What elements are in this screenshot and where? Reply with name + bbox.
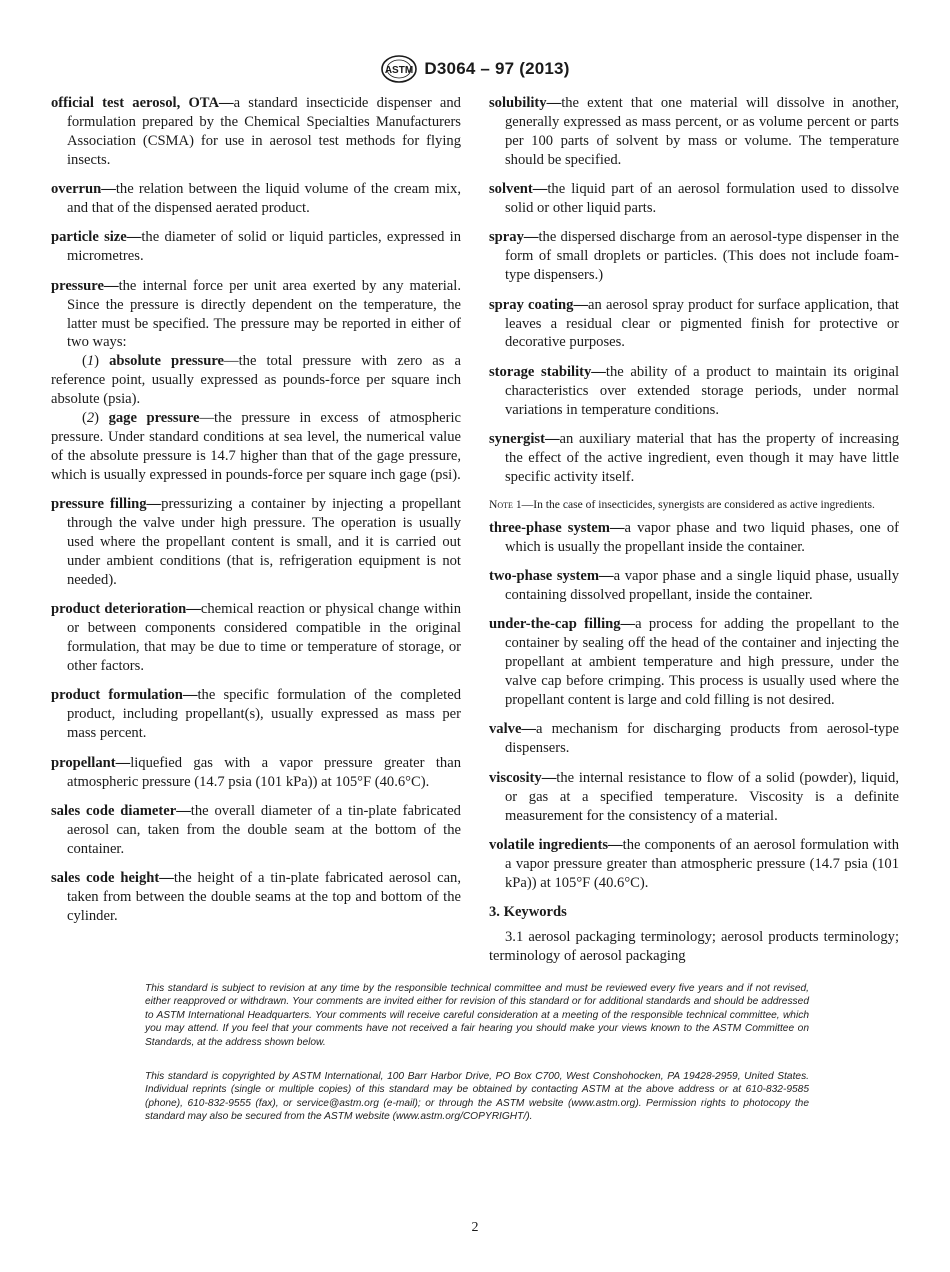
revision-disclaimer: This standard is subject to revision at any time by the responsible technical committee and must be reviewed every five years and if not revised, either reapproved or withdrawn. Your comments are invited either for revision of this standard or for additional standards and should be addressed to ASTM International Headquarters. Your comments will receive careful consideration at a meeting of the responsible technical committee, which you may attend. If you feel that your comments have not received a fair hearing you should make your views known to the ASTM Committee on Standards, at the address shown below. (145, 983, 809, 1048)
definition-entry: official test aerosol, OTA—a standard insecticide dispenser and formulation prepared by the Chemical Specialties Manufacturers Association (CSMA) for use in aerosol test methods for flying insects. (51, 95, 461, 168)
definition-entry: product deterioration—chemical reaction or physical change within or between components considered compatible in the original formulation, that may be due to time or temperature of storage, or other factors. (51, 601, 461, 674)
definition-entry: pressure filling—pressurizing a container by injecting a propellant through the valve under high pressure. The operation is usually used where the propellant content is small, and it is carried out under ambient conditions (that is, refrigeration equipment is not needed). (51, 496, 461, 588)
definition-entry: synergist—an auxiliary material that has the property of increasing the effect of the active ingredient, even though it may have little specific activity itself. (489, 431, 899, 485)
standard-designation: D3064 – 97 (2013) (424, 59, 570, 78)
page-header (0, 52, 950, 86)
logo-text: ASTM (385, 65, 414, 76)
definition-entry: sales code height—the height of a tin-plate fabricated aerosol can, taken from between the double seams at the top and bottom of the cylinder. (51, 870, 461, 924)
copyright-notice: This standard is copyrighted by ASTM International, 100 Barr Harbor Drive, PO Box C700, West Conshohocken, PA 19428-2959, United States. Individual reprints (single or multiple copies) of this standard may be obtained by contacting ASTM at the above address or at 610-832-9585 (phone), 610-832-9555 (fax), or service@astm.org (e-mail); or through the ASTM website (www.astm.org). Permission rights to photocopy the standard may also be secured from the ASTM website (www.astm.org/COPYRIGHT/). (145, 1071, 809, 1123)
keywords-heading: 3. Keywords (489, 904, 567, 921)
definition-entry: solvent—the liquid part of an aerosol formulation used to dissolve solid or other liquid parts. (489, 181, 899, 217)
definition-entry: storage stability—the ability of a product to maintain its original characteristics over extended storage periods, under normal variations in temperature conditions. (489, 363, 899, 418)
astm-logo-icon (380, 54, 418, 84)
definition-entry: under-the-cap filling—a process for adding the propellant to the container by sealing off the head of the container and injecting the propellant at ambient temperature and high pressure, under the valve cap before crimping. This process is usually used where the propellant content is large and cold filling is not desired. (489, 616, 899, 709)
note-1: Note 1—In the case of insecticides, synergists are considered as active ingredients. (489, 498, 875, 512)
definition-entry: spray coating—an aerosol spray product for surface application, that leaves a residual clear or pigmented finish for protective or decorative purposes. (489, 296, 899, 351)
gage-pressure-subentry: (2) gage pressure—the pressure in excess of atmospheric pressure. Under standard conditions at sea level, the numerical value of the absolute pressure is 14.7 higher than that of the gage pressure, which is usually expressed in pounds-force per square inch gage (psi). (51, 410, 462, 483)
definition-entry: viscosity—the internal resistance to flow of a solid (powder), liquid, or gas at a specified temperature. Viscosity is a definite measurement for the consistency of a material. (489, 769, 899, 824)
left-column (51, 94, 461, 936)
definition-entry: solubility—the extent that one material will dissolve in another, generally expressed as mass percent, or as volume percent or parts per 100 parts of solvent by mass or volume. The temperature should be specified. (489, 95, 899, 168)
pressure-definition: pressure—the internal force per unit area exerted by any material. Since the pressure is directly dependent on the temperature, the latter must be specified. The pressure may be reported in either of two ways: (1) absolute pressure—the total pressure with zero as a reference point, usually expressed as pounds-force per square inch absolute (psia). (2) gage pressure—the pressure in excess of atmospheric pressure. Under standard conditions at sea level, the numerical value of the absolute pressure is 14.7 higher than that of the gage pressure, which is usually expressed in pounds-force per square inch gage (psi). (51, 277, 462, 483)
definition-entry: two-phase system—a vapor phase and a single liquid phase, usually containing dissolved propellant, inside the container. (489, 568, 899, 604)
definition-entry: volatile ingredients—the components of an aerosol formulation with a vapor pressure greater than atmospheric pressure (14.7 psia (101 kPa)) at 105°F (40.6°C). (489, 837, 899, 891)
definition-entry: spray—the dispersed discharge from an aerosol-type dispenser in the form of small droplets or particles. (This does not include foam-type dispensers.) (489, 229, 899, 284)
definition-entry: product formulation—the specific formulation of the completed product, including propellant(s), usually expressed as mass per mass percent. (51, 687, 461, 742)
definition-entry: three-phase system—a vapor phase and two liquid phases, one of which is usually the propellant inside the container. (489, 519, 899, 555)
definition-entry: sales code diameter—the overall diameter of a tin-plate fabricated aerosol can, taken from the double seam at the bottom of the container. (51, 802, 461, 857)
right-column (489, 94, 899, 966)
definition-entry: valve—a mechanism for discharging products from aerosol-type dispensers. (489, 721, 899, 757)
definition-entry: particle size—the diameter of solid or liquid particles, expressed in micrometres. (51, 229, 461, 265)
definition-entry: overrun—the relation between the liquid volume of the cream mix, and that of the dispensed aerated product. (51, 181, 461, 217)
definition-entry: propellant—liquefied gas with a vapor pressure greater than atmospheric pressure (14.7 psia (101 kPa)) at 105°F (40.6°C). (51, 754, 461, 790)
absolute-pressure-subentry: (1) absolute pressure—the total pressure with zero as a reference point, usually expressed as pounds-force per square inch absolute (psia). (51, 353, 461, 408)
page-number: 2 (471, 1220, 479, 1235)
keywords-text: 3.1 aerosol packaging terminology; aerosol products terminology; terminology of aerosol packaging (489, 929, 899, 965)
